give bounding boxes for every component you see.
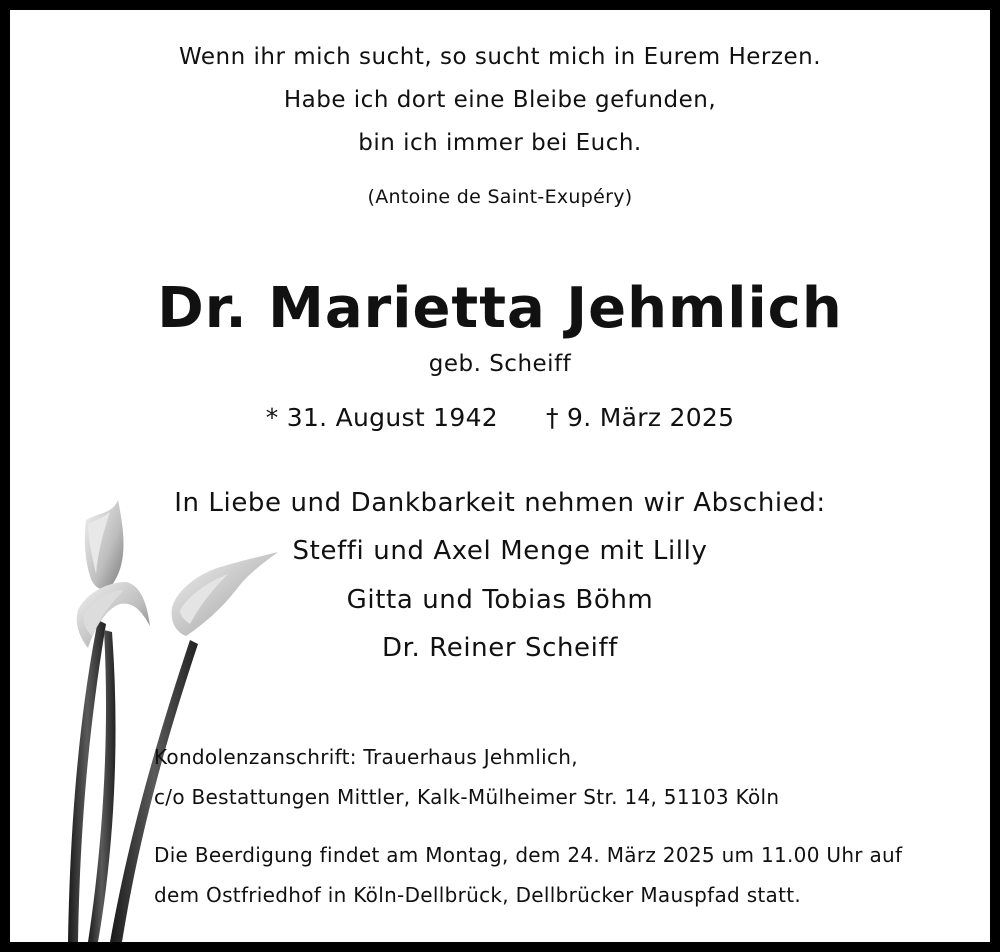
mourner-3: Dr. Reiner Scheiff — [381, 633, 618, 663]
farewell-intro: In Liebe und Dankbarkeit nehmen wir Abschied: — [174, 488, 826, 518]
birth-date: * 31. August 1942 — [265, 403, 498, 432]
condolence-address-line-2: c/o Bestattungen Mittler, Kalk-Mülheimer Str. 14, 51103 Köln — [154, 785, 780, 809]
birth-name: geb. Scheiff — [428, 351, 572, 377]
quote-line-3: bin ich immer bei Euch. — [358, 130, 642, 156]
life-dates — [0, 403, 1000, 432]
mourner-2: Gitta und Tobias Böhm — [346, 585, 654, 615]
quote-author: (Antoine de Saint-Exupéry) — [367, 186, 633, 208]
mourner-1: Steffi und Axel Menge mit Lilly — [292, 536, 708, 566]
condolence-address-line-1: Kondolenzanschrift: Trauerhaus Jehmlich, — [154, 745, 578, 769]
death-date: † 9. März 2025 — [546, 403, 735, 432]
quote-line-2: Habe ich dort eine Bleibe gefunden, — [283, 87, 717, 113]
quote-line-1: Wenn ihr mich sucht, so sucht mich in Eurem Herzen. — [178, 44, 822, 70]
deceased-name: Dr. Marietta Jehmlich — [157, 276, 843, 341]
funeral-info-line-1: Die Beerdigung findet am Montag, dem 24. März 2025 um 11.00 Uhr auf — [154, 843, 903, 867]
funeral-info-line-2: dem Ostfriedhof in Köln-Dellbrück, Dellbrücker Mauspfad statt. — [154, 883, 802, 907]
